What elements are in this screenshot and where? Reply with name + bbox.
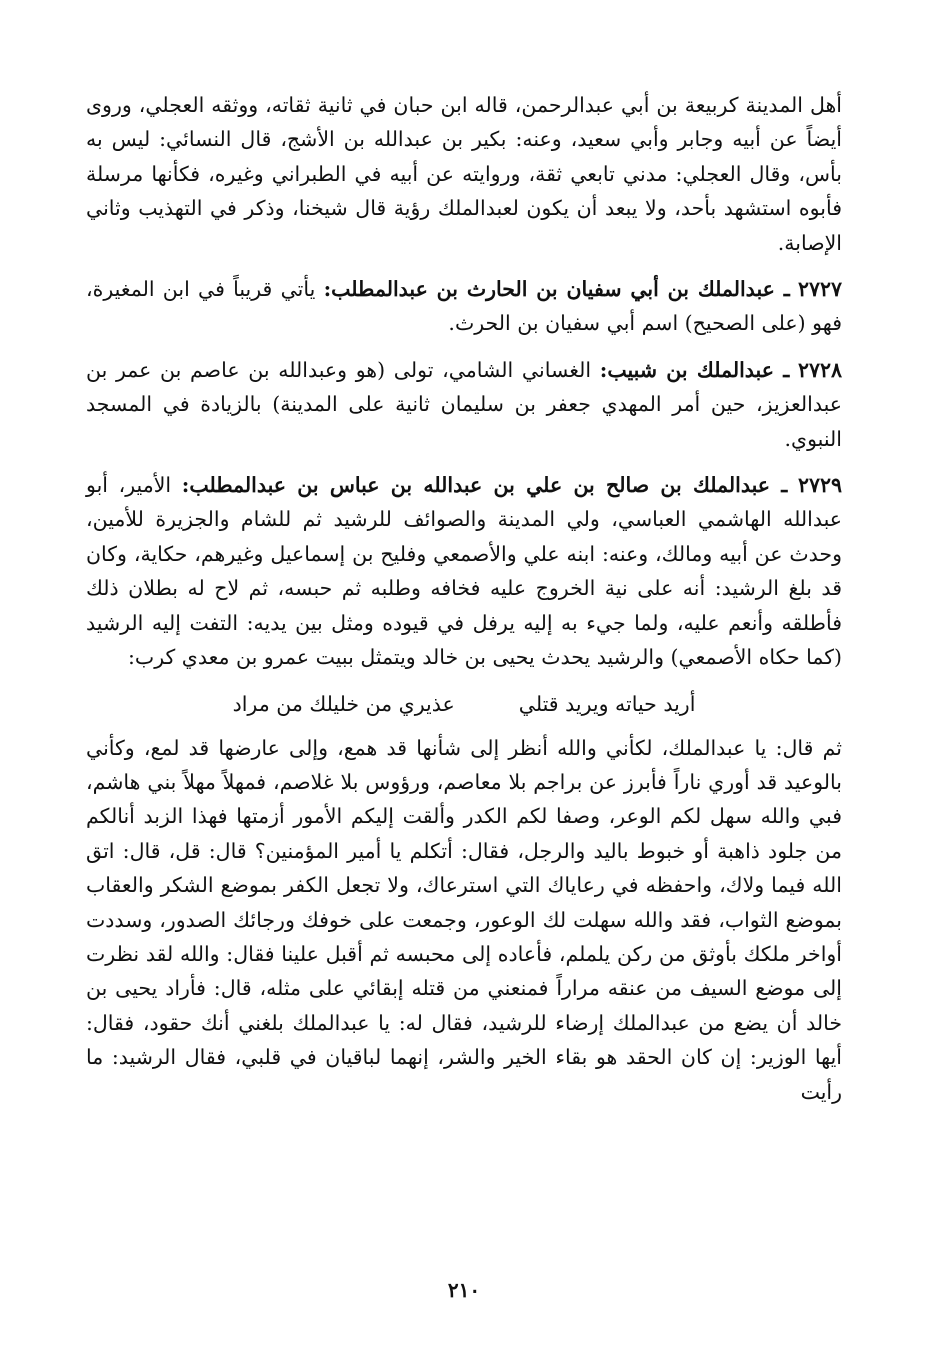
page-number: ٢١٠: [447, 1278, 481, 1302]
entry-heading: ـ عبدالملك بن صالح بن علي بن عبدالله بن عباس بن عبدالمطلب:: [181, 473, 788, 498]
entry-2729: [86, 468, 842, 674]
verse-first-hemistich: أريد حياته ويريد قتلي: [518, 691, 696, 716]
entry-body: الغساني الشامي، تولى (هو وعبدالله بن عاصم بن عمر بن عبدالعزيز، حين أمر المهدي جعفر بن سليمان ثانية على المدينة) بالزيادة في المسجد النبوي.: [86, 357, 842, 451]
intro-text: أهل المدينة كربيعة بن أبي عبدالرحمن، قاله ابن حبان في ثانية ثقاته، ووثقه العجلي، وروى أيضاً عن أبيه وجابر وأبي سعيد، وعنه: بكير بن عبدالله بن الأشج، قال النسائي: ليس به بأس، وقال العجلي: مدني تابعي ثقة، وروايته عن أبيه في الطبراني وغيره، فكأنها مرسلة فأبوه استشهد بأحد، ولا يبعد أن يكون لعبدالملك رؤية قال شيخنا، وذكر في التهذيب وثاني الإصابة.: [86, 93, 842, 255]
entry-heading: ـ عبدالملك بن أبي سفيان بن الحارث بن عبدالمطلب:: [323, 277, 790, 302]
entry-body: يأتي قريباً في ابن المغيرة، فهو (على الصحيح) اسم أبي سفيان بن الحرث.: [86, 277, 842, 336]
poetry-verse: [86, 687, 842, 721]
intro-paragraph: [86, 88, 842, 260]
entry-body: الأمير، أبو عبدالله الهاشمي العباسي، ولي المدينة والصوائف للرشيد ثم للشام والجزيرة للأمين، وحدث عن أبيه ومالك، وعنه: ابنه علي والأصمعي وفليح بن إسماعيل وغيرهم، حكاية، وكان قد بلغ الرشيد: أنه على نية الخروج عليه فخافه وطلبه ثم حبسه، ثم لاح له بطلان ذلك فأطلقه وأنعم عليه، ولما جيء به إليه يرفل في قيوده ومثل بين يديه: التفت إليه الرشيد (كما حكاه الأصمعي) والرشيد يحدث يحيى بن خالد ويتمثل ببيت عمرو بن معدي كرب:: [86, 473, 842, 670]
continuation-paragraph: [86, 731, 842, 1109]
entry-2727: [86, 272, 842, 341]
entry-number: ٢٧٢٩: [797, 473, 842, 498]
entry-number: ٢٧٢٨: [797, 357, 842, 382]
verse-second-hemistich: عذيري من خليلك من مراد: [232, 691, 455, 716]
page-body: [86, 88, 842, 1121]
entry-number: ٢٧٢٧: [797, 277, 842, 302]
continuation-text: ثم قال: يا عبدالملك، لكأني والله أنظر إلى شأنها قد همع، وإلى عارضها قد لمع، وكأني بالوعيد قد أوري ناراً فأبرز عن براجم بلا معاصم، ورؤوس بلا غلاصم، فمهلاً مهلاً بني هاشم، فبي والله سهل لكم الوعر، وصفا لكم الكدر وألقت إليكم الأمور أزمتها فهذا الزبد أنالكم من جلود ذاهبة أو خبوط باليد والرجل، فقال: أتكلم يا أمير المؤمنين؟ قال: قل، قال: اتق الله فيما ولاك، واحفظه في رعاياك التي استرعاك، ولا تجعل الكفر بموضع الشكر والعقاب بموضع الثواب، فقد والله سهلت لك الوعور، وجمعت على خوفك ورجائك الصدور، وسددت أواخر ملكك بأوثق من ركن يلملم، فأعاده إلى محبسه ثم أقبل علينا فقال: والله لقد نظرت إلى موضع السيف من عنقه مراراً فمنعني من قتله إبقائي على مثله، قال: فأراد يحيى بن خالد أن يضع من عبدالملك إرضاء للرشيد، فقال له: يا عبدالملك بلغني أنك حقود، فقال: أيها الوزير: إن كان الحقد هو بقاء الخير والشر، إنهما لباقيان في قلبي، فقال الرشيد: ما رأيت: [86, 735, 842, 1104]
entry-2728: [86, 353, 842, 456]
entry-heading: ـ عبدالملك بن شبيب:: [599, 357, 790, 382]
